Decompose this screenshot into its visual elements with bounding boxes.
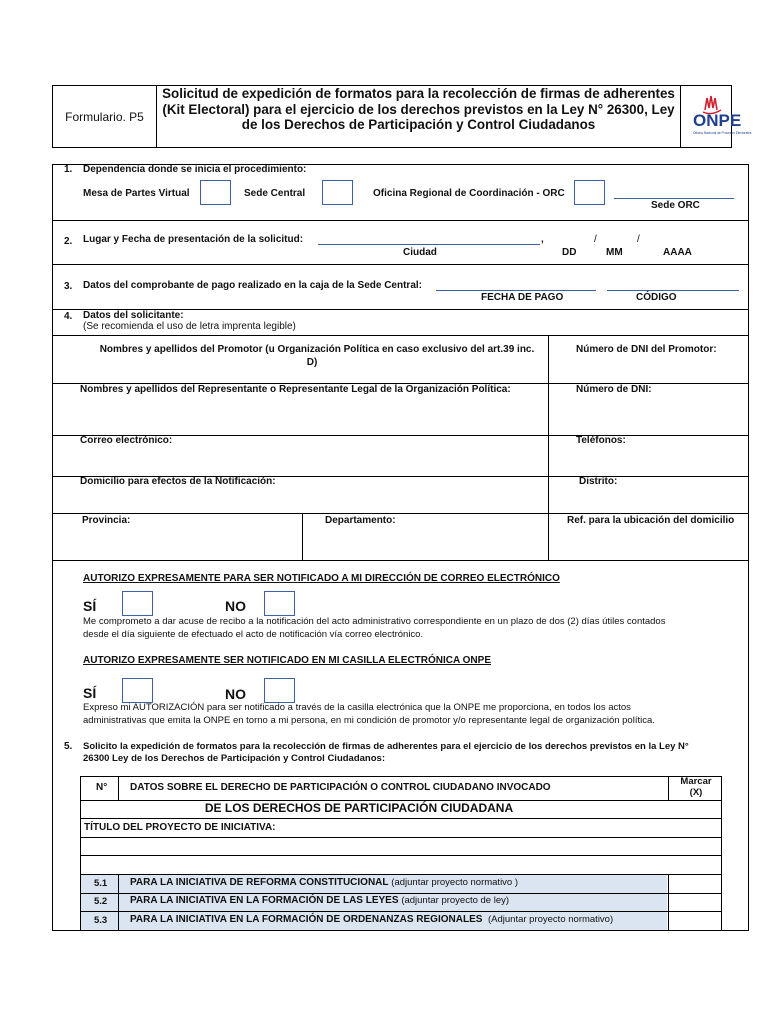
section3-num: 3.: [64, 281, 73, 292]
titulo-proyecto-field[interactable]: [80, 856, 722, 873]
departamento-label: Departamento:: [325, 515, 396, 526]
auth-casilla-no-label: NO: [225, 686, 246, 702]
row-num: 5.2: [94, 896, 108, 907]
table-section-title: DE LOS DERECHOS DE PARTICIPACIÓN CIUDADANA: [204, 801, 514, 815]
provincia-label: Provincia:: [82, 515, 131, 526]
table-divider: [80, 818, 722, 819]
table-header-marcar-2: (X): [689, 787, 703, 798]
form-header: [52, 85, 752, 148]
table-divider: [80, 911, 722, 912]
telefonos-label: Teléfonos:: [576, 435, 626, 446]
ciudad-line[interactable]: [318, 244, 540, 245]
comma: ,: [541, 234, 544, 245]
checkbox-mesa-partes[interactable]: [200, 180, 231, 205]
divider: [52, 335, 749, 336]
dni-label: Número de DNI:: [576, 384, 652, 395]
slash-1: /: [594, 234, 597, 245]
section5-line-2: 26300 Ley de los Derechos de Participación y Control Ciudadanos:: [83, 753, 385, 764]
divider: [52, 513, 749, 514]
auth-casilla-si-label: SÍ: [83, 685, 97, 701]
row-mark-cell[interactable]: [669, 875, 721, 893]
divider: [52, 264, 749, 265]
fecha-pago-caption: FECHA DE PAGO: [481, 292, 564, 303]
codigo-line[interactable]: [607, 290, 739, 291]
divider: [52, 220, 749, 221]
codigo-caption: CÓDIGO: [636, 292, 677, 303]
logo-text: ONPE: [693, 111, 742, 130]
table-col-divider: [118, 874, 119, 931]
form-code: Formulario. P5: [53, 86, 157, 147]
checkbox-auth-casilla-no[interactable]: [264, 678, 295, 703]
logo-subtext: Oficina Nacional de Procesos Electorales: [693, 131, 752, 135]
fecha-pago-line[interactable]: [436, 290, 596, 291]
divider: [52, 560, 749, 561]
section3-label: Datos del comprobante de pago realizado en la caja de la Sede Central:: [83, 280, 422, 291]
table-header-marcar-1: Marcar: [680, 776, 712, 787]
table-header-num: N°: [96, 782, 108, 793]
row-label: PARA LA INICIATIVA EN LA FORMACIÓN DE ORDENANZAS REGIONALES (Adjuntar proyecto normativo): [130, 914, 614, 925]
checkbox-auth-email-no[interactable]: [264, 591, 295, 616]
section4-num: 4.: [64, 311, 73, 322]
ciudad-caption: Ciudad: [403, 247, 437, 258]
correo-label: Correo electrónico:: [80, 435, 173, 446]
row-label: PARA LA INICIATIVA EN LA FORMACIÓN DE LAS LEYES (adjuntar proyecto de ley): [130, 895, 510, 906]
option-orc-label: Oficina Regional de Coordinación - ORC: [373, 188, 565, 199]
section2-label: Lugar y Fecha de presentación de la solicitud:: [83, 234, 304, 245]
option-mesa-partes-label: Mesa de Partes Virtual: [83, 188, 190, 199]
sede-orc-caption: Sede ORC: [651, 200, 700, 211]
column-divider: [302, 513, 303, 560]
row-label: PARA LA INICIATIVA DE REFORMA CONSTITUCIONAL (adjuntar proyecto normativo ): [130, 877, 519, 888]
section4-note: (Se recomienda el uso de letra imprenta legible): [83, 321, 296, 332]
table-col-divider: [118, 776, 119, 800]
dd-caption: DD: [562, 247, 577, 258]
distrito-label: Distrito:: [579, 476, 618, 487]
onpe-logo: [681, 86, 752, 147]
referencia-label: Ref. para la ubicación del domicilio: [567, 515, 735, 526]
promotor-label-2: D): [306, 357, 318, 368]
row-mark-cell[interactable]: [669, 912, 721, 930]
checkbox-sede-central[interactable]: [322, 180, 353, 205]
column-divider: [548, 335, 549, 560]
section2-num: 2.: [64, 236, 73, 247]
table-col-divider: [668, 776, 669, 800]
section4-label: Datos del solicitante:: [83, 310, 184, 321]
auth-casilla-title: AUTORIZO EXPRESAMENTE SER NOTIFICADO EN MI CASILLA ELECTRÓNICA ONPE: [83, 655, 491, 666]
sede-orc-line[interactable]: [614, 198, 734, 199]
auth-email-title: AUTORIZO EXPRESAMENTE PARA SER NOTIFICADO A MI DIRECCIÓN DE CORREO ELECTRÓNICO: [83, 573, 560, 584]
checkbox-orc[interactable]: [574, 180, 605, 205]
row-mark-cell[interactable]: [669, 894, 721, 911]
titulo-proyecto-label: TÍTULO DEL PROYECTO DE INICIATIVA:: [84, 822, 276, 833]
promotor-label-1: Nombres y apellidos del Promotor (u Organización Política en caso exclusivo del art.39 inc.: [99, 344, 535, 355]
domicilio-label: Domicilio para efectos de la Notificación:: [80, 476, 276, 487]
checkbox-auth-email-si[interactable]: [122, 591, 153, 616]
slash-2: /: [637, 234, 640, 245]
option-sede-central-label: Sede Central: [244, 188, 306, 199]
row-num: 5.1: [94, 878, 108, 889]
section5-line-1: Solicito la expedición de formatos para la recolección de firmas de adherentes para el ejercicio de los derechos previstos en la Ley N°: [83, 741, 689, 752]
table-divider: [80, 893, 722, 894]
row-num: 5.3: [94, 915, 108, 926]
section5-num: 5.: [64, 741, 73, 752]
auth-email-si-label: SÍ: [83, 598, 97, 614]
dni-promotor-label: Número de DNI del Promotor:: [576, 344, 717, 355]
checkbox-auth-casilla-si[interactable]: [122, 678, 153, 703]
section1-num: 1.: [64, 164, 73, 175]
representante-label: Nombres y apellidos del Representante o Representante Legal de la Organización Política:: [80, 384, 511, 395]
mm-caption: MM: [606, 247, 623, 258]
aaaa-caption: AAAA: [663, 247, 692, 258]
auth-casilla-text-1: Expreso mi AUTORIZACIÓN para ser notificado a través de la casilla electrónica que la ONPE me proporciona, en todos los actos: [83, 702, 631, 713]
form-title: Solicitud de expedición de formatos para la recolección de firmas de adherentes (Kit Electoral) para el ejercicio de los derechos previstos en la Ley N° 26300, Ley de los Derechos de Participación y Control Ciudadanos: [157, 86, 681, 147]
auth-email-text-1: Me comprometo a dar acuse de recibo a la notificación del acto administrativo correspondiente en un plazo de dos (2) días útiles contados: [83, 616, 666, 627]
auth-casilla-text-2: administrativas que emita la ONPE en torno a mi persona, en mi condición de promotor y/o representante legal de organización política.: [83, 715, 655, 726]
auth-email-no-label: NO: [225, 598, 246, 614]
section1-label: Dependencia donde se inicia el procedimiento:: [83, 164, 307, 175]
table-header-datos: DATOS SOBRE EL DERECHO DE PARTICIPACIÓN O CONTROL CIUDADANO INVOCADO: [130, 782, 551, 793]
auth-email-text-2: desde el día siguiente de efectuado el acto de notificación vía correo electrónico.: [83, 629, 424, 640]
titulo-proyecto-field[interactable]: [80, 838, 722, 855]
